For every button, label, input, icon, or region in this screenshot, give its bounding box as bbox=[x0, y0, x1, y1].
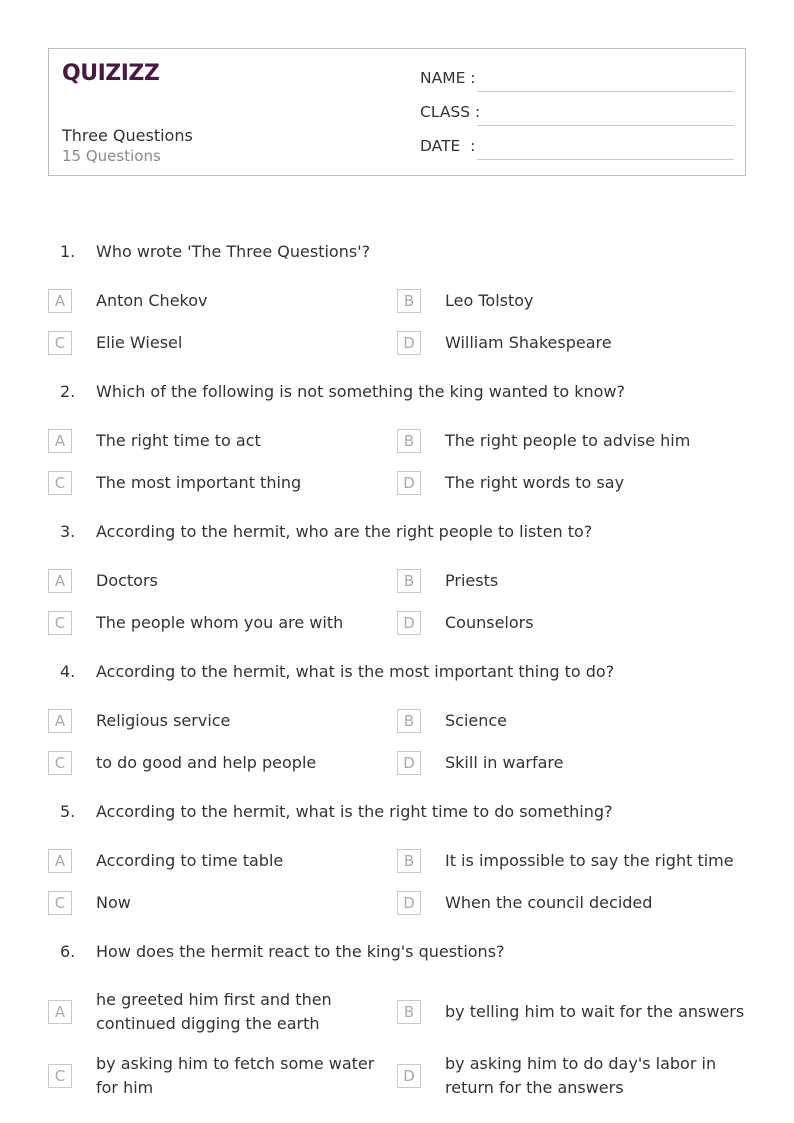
question-text: Who wrote 'The Three Questions'? bbox=[96, 242, 371, 261]
question-number: 6. bbox=[60, 942, 76, 961]
option-letter: D bbox=[397, 471, 421, 495]
option-letter: A bbox=[48, 1000, 72, 1024]
option-text: Anton Chekov bbox=[96, 291, 208, 310]
option-text: It is impossible to say the right time bbox=[445, 851, 734, 870]
option-letter: B bbox=[397, 709, 421, 733]
option-letter: B bbox=[397, 289, 421, 313]
option-text: he greeted him first and then continued digging the earth bbox=[96, 990, 332, 1033]
worksheet-header bbox=[48, 48, 746, 176]
date-label: DATE : bbox=[420, 137, 476, 155]
option-c[interactable] bbox=[48, 1052, 397, 1100]
option-text: Elie Wiesel bbox=[96, 333, 183, 352]
question-count: 15 Questions bbox=[62, 147, 161, 165]
option-text: by asking him to fetch some water for him bbox=[96, 1054, 375, 1097]
question-number: 3. bbox=[60, 522, 76, 541]
option-letter: A bbox=[48, 709, 72, 733]
date-field[interactable] bbox=[420, 137, 734, 159]
option-b[interactable] bbox=[397, 988, 746, 1036]
option-letter: B bbox=[397, 569, 421, 593]
option-text: The people whom you are with bbox=[96, 613, 344, 632]
option-text: The right time to act bbox=[96, 431, 261, 450]
option-text: William Shakespeare bbox=[445, 333, 612, 352]
option-text: Now bbox=[96, 893, 131, 912]
option-letter: D bbox=[397, 331, 421, 355]
option-text: Leo Tolstoy bbox=[445, 291, 534, 310]
option-letter: B bbox=[397, 849, 421, 873]
option-text: Doctors bbox=[96, 571, 158, 590]
option-a[interactable] bbox=[48, 988, 397, 1036]
class-label: CLASS : bbox=[420, 103, 481, 121]
question-text: Which of the following is not something the king wanted to know? bbox=[96, 382, 625, 401]
option-text: Priests bbox=[445, 571, 499, 590]
option-text: The right words to say bbox=[445, 473, 625, 492]
option-letter: D bbox=[397, 751, 421, 775]
option-d[interactable] bbox=[397, 1052, 746, 1100]
option-text: by telling him to wait for the answers bbox=[445, 1002, 745, 1021]
name-label: NAME : bbox=[420, 69, 476, 87]
option-letter: C bbox=[48, 611, 72, 635]
question-number: 5. bbox=[60, 802, 76, 821]
option-text: Religious service bbox=[96, 711, 231, 730]
option-text: The most important thing bbox=[96, 473, 302, 492]
option-letter: B bbox=[397, 429, 421, 453]
option-text: by asking him to do day's labor in return for the answers bbox=[445, 1054, 717, 1097]
question-number: 2. bbox=[60, 382, 76, 401]
name-line[interactable] bbox=[477, 91, 734, 92]
question-text: According to the hermit, what is the right time to do something? bbox=[96, 802, 613, 821]
option-letter: B bbox=[397, 1000, 421, 1024]
option-text: According to time table bbox=[96, 851, 284, 870]
option-letter: C bbox=[48, 331, 72, 355]
option-text: Counselors bbox=[445, 613, 534, 632]
option-text: to do good and help people bbox=[96, 753, 317, 772]
option-letter: A bbox=[48, 849, 72, 873]
option-letter: A bbox=[48, 429, 72, 453]
option-letter: C bbox=[48, 471, 72, 495]
option-letter: D bbox=[397, 1064, 421, 1088]
option-letter: C bbox=[48, 891, 72, 915]
date-line[interactable] bbox=[477, 159, 734, 160]
question-text: According to the hermit, who are the right people to listen to? bbox=[96, 522, 593, 541]
question-text: According to the hermit, what is the most important thing to do? bbox=[96, 662, 615, 681]
question-text: How does the hermit react to the king's questions? bbox=[96, 942, 505, 961]
option-letter: D bbox=[397, 611, 421, 635]
option-text: When the council decided bbox=[445, 893, 653, 912]
question-number: 4. bbox=[60, 662, 76, 681]
question-number: 1. bbox=[60, 242, 76, 261]
option-letter: C bbox=[48, 751, 72, 775]
option-text: The right people to advise him bbox=[445, 431, 691, 450]
worksheet-title: Three Questions bbox=[62, 126, 193, 145]
quizizz-logo: QUIZIZZ bbox=[62, 61, 160, 86]
option-letter: A bbox=[48, 569, 72, 593]
option-letter: D bbox=[397, 891, 421, 915]
option-text: Skill in warfare bbox=[445, 753, 564, 772]
option-letter: A bbox=[48, 289, 72, 313]
class-line[interactable] bbox=[477, 125, 734, 126]
class-field[interactable] bbox=[420, 103, 734, 125]
name-field[interactable] bbox=[420, 69, 734, 91]
option-text: Science bbox=[445, 711, 508, 730]
option-letter: C bbox=[48, 1064, 72, 1088]
